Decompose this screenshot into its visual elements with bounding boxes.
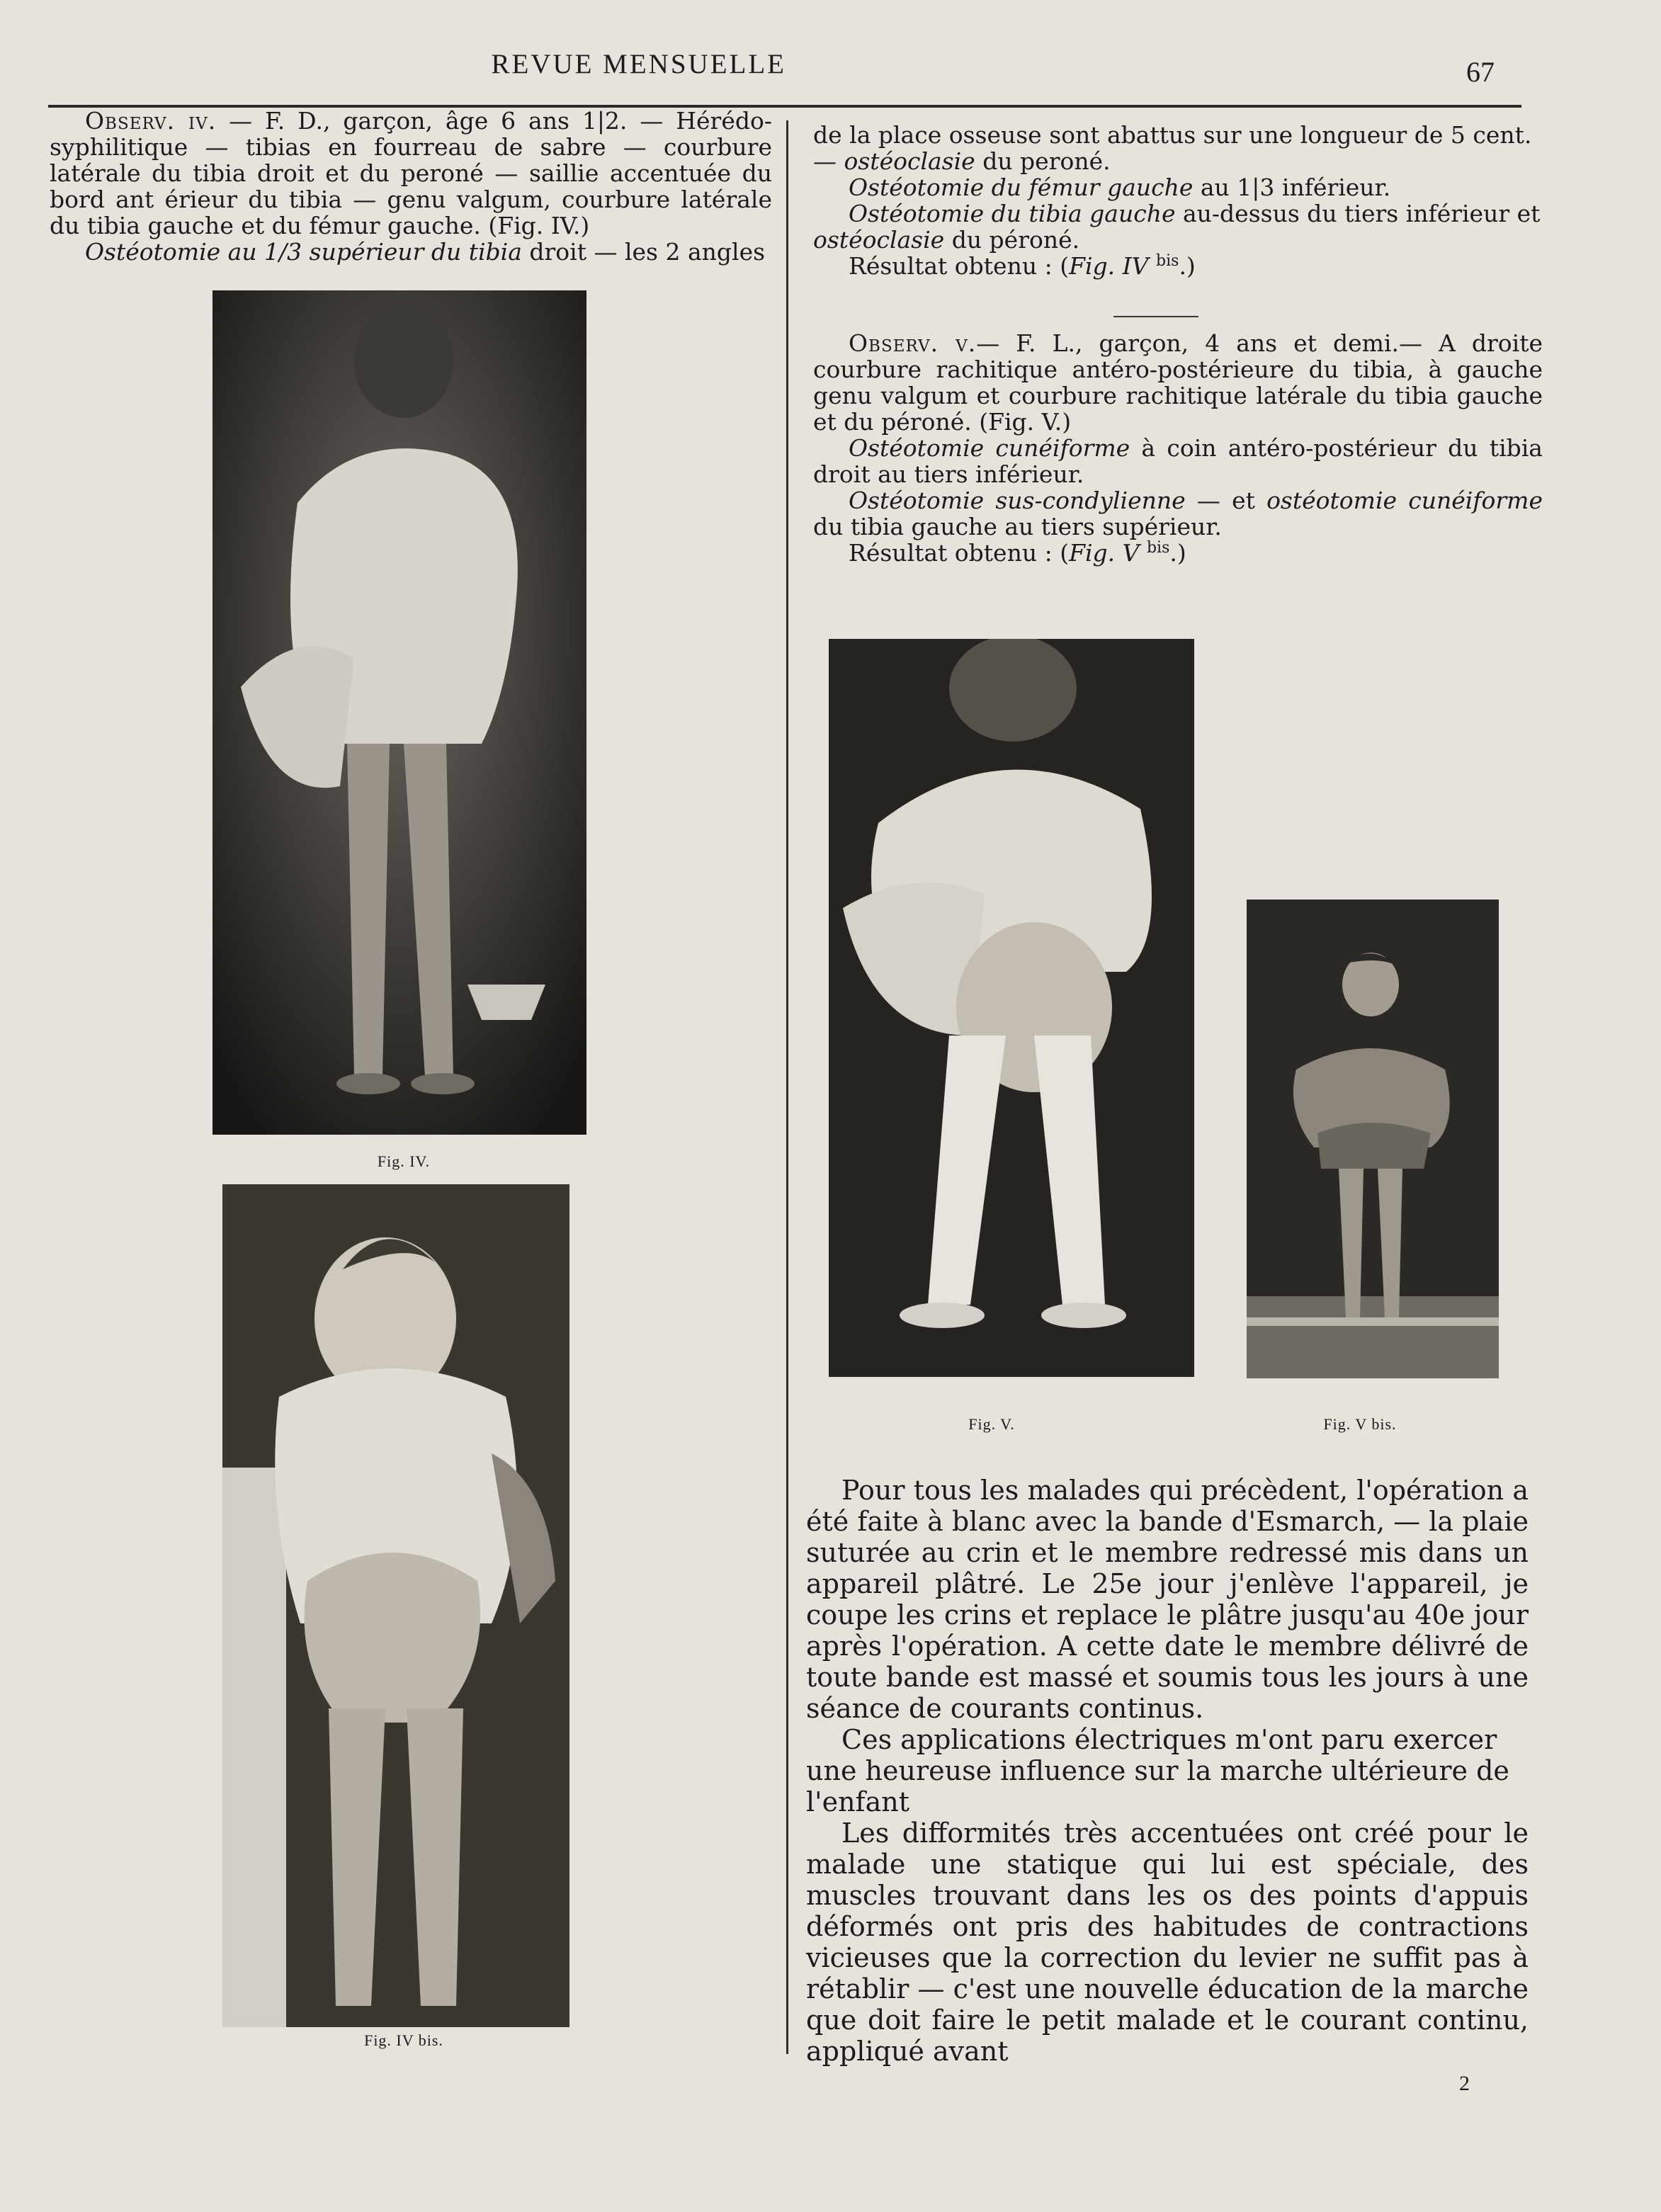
photo-fig-iv-illustration xyxy=(212,290,586,1135)
photo-fig-iv-bis xyxy=(222,1184,569,2027)
sus-rest: du tibia gauche au tiers supérieur. xyxy=(813,513,1222,540)
caption-fig-iv-bis-text: Fig. IV bis. xyxy=(364,2031,443,2049)
section-separator xyxy=(1113,316,1198,317)
sus-mid: — et xyxy=(1185,487,1267,514)
photo-fig-iv-bis-illustration xyxy=(222,1184,569,2027)
page-number: 67 xyxy=(1466,56,1495,88)
femur-osteotomy-rest: au 1|3 inférieur. xyxy=(1193,174,1391,201)
result-2-fig: Fig. V xyxy=(1069,539,1140,567)
caption-fig-v: Fig. V. xyxy=(968,1415,1015,1433)
osteotomy-tibia-italic: Ostéotomie au 1/3 supérieur du tibia xyxy=(85,238,522,266)
result-2-sup: bis xyxy=(1146,539,1170,557)
caption-fig-iv-bis xyxy=(297,2031,510,2050)
osteoclasie-rest: du péroné. xyxy=(944,226,1080,254)
paragraph-2: Ces applications électriques m'ont paru exercer une heureuse influence sur la marche ultérieure de l'enfant xyxy=(806,1724,1509,1817)
result-1-fig: Fig. IV xyxy=(1069,252,1149,280)
observation-4-continued xyxy=(813,122,1543,279)
result-1-sup: bis xyxy=(1156,252,1179,270)
observation-4-label: Observ. iv. xyxy=(85,107,217,135)
result-1-prefix: Résultat obtenu : ( xyxy=(849,252,1070,280)
sus-condylienne-italic: Ostéotomie sus-condylienne xyxy=(849,487,1186,514)
running-head: REVUE MENSUELLE xyxy=(491,49,786,79)
caption-fig-iv: Fig. IV. xyxy=(377,1152,431,1170)
osteoclasie-italic-2: ostéoclasie xyxy=(813,226,945,254)
observation-5-text: — F. L., garçon, 4 ans et demi.— A droite courbure rachitique antéro-postérieure du tibia, à gauche genu valgum et courbure rachitique latérale du tibia gauche et du péroné. (Fig. V.) xyxy=(813,329,1543,436)
photo-fig-v-bis xyxy=(1247,900,1499,1378)
paragraph-1: Pour tous les malades qui précèdent, l'opération a été faite à blanc avec la bande d'Esmarch, — la plaie suturée au crin et le membre redressé mis dans un appareil plâtré. Le 25e jour j'enlève l'appareil, je coupe les crins et replace le plâtre jusqu'au 40e jour après l'opération. A cette date le membre délivré de toute bande est massé et soumis tous les jours à une séance de courants continus. xyxy=(806,1475,1529,1724)
dash: — xyxy=(813,147,844,175)
continuation-line: de la place osseuse sont abattus sur une longueur de 5 cent. xyxy=(813,121,1532,149)
cuneiform-rest: à coin antéro-postérieur du tibia droit au tiers inférieur. xyxy=(813,434,1543,488)
photo-fig-iv xyxy=(212,290,586,1135)
tibia-osteotomy-rest: au-dessus du tiers inférieur et xyxy=(1175,200,1541,227)
observation-5 xyxy=(813,330,1543,566)
photo-fig-v-illustration xyxy=(829,639,1194,1377)
femur-osteotomy-italic: Ostéotomie du fémur gauche xyxy=(849,174,1194,201)
photo-fig-v xyxy=(829,639,1194,1377)
body-text xyxy=(806,1475,1529,2067)
cuneiform-italic: Ostéotomie cunéiforme xyxy=(849,434,1130,462)
paragraph-3: Les difformités très accentuées ont créé pour le malade une statique qui lui est spéciale, des muscles trouvant dans les os des points d'appuis déformés ont pris des habitudes de contractions vicieuses que la correction du levier ne suffit pas à rétablir — c'est une nouvelle éducation de la marche que doit faire le petit malade et le courant continu, appliqué avant xyxy=(806,1817,1529,2067)
osteoclasie-italic-1: ostéoclasie xyxy=(844,147,975,175)
caption-fig-v-bis: Fig. V bis. xyxy=(1323,1415,1397,1433)
cuneiform-italic-2: ostéotomie cunéiforme xyxy=(1266,487,1543,514)
column-divider xyxy=(786,120,788,2054)
observation-5-label: Observ. v. xyxy=(849,329,977,357)
result-1-suffix: .) xyxy=(1179,252,1196,280)
tibia-osteotomy-italic: Ostéotomie du tibia gauche xyxy=(849,200,1176,227)
osteotomy-tibia-rest: droit — les 2 angles xyxy=(521,238,766,266)
photo-fig-v-bis-illustration xyxy=(1247,900,1499,1378)
observation-4 xyxy=(50,108,772,265)
result-2-prefix: Résultat obtenu : ( xyxy=(849,539,1070,567)
peroné-rest: du peroné. xyxy=(975,147,1111,175)
result-2-suffix: .) xyxy=(1169,539,1186,567)
observation-4-text: — F. D., garçon, âge 6 ans 1|2. — Hérédo-syphilitique — tibias en fourreau de sabre — courbure latérale du tibia droit et du peroné — saillie accentuée du bord ant érieur du tibia — genu valgum, courbure latérale du tibia gauche et du fémur gauche. (Fig. IV.) xyxy=(50,107,772,239)
signature-mark: 2 xyxy=(1459,2072,1470,2095)
